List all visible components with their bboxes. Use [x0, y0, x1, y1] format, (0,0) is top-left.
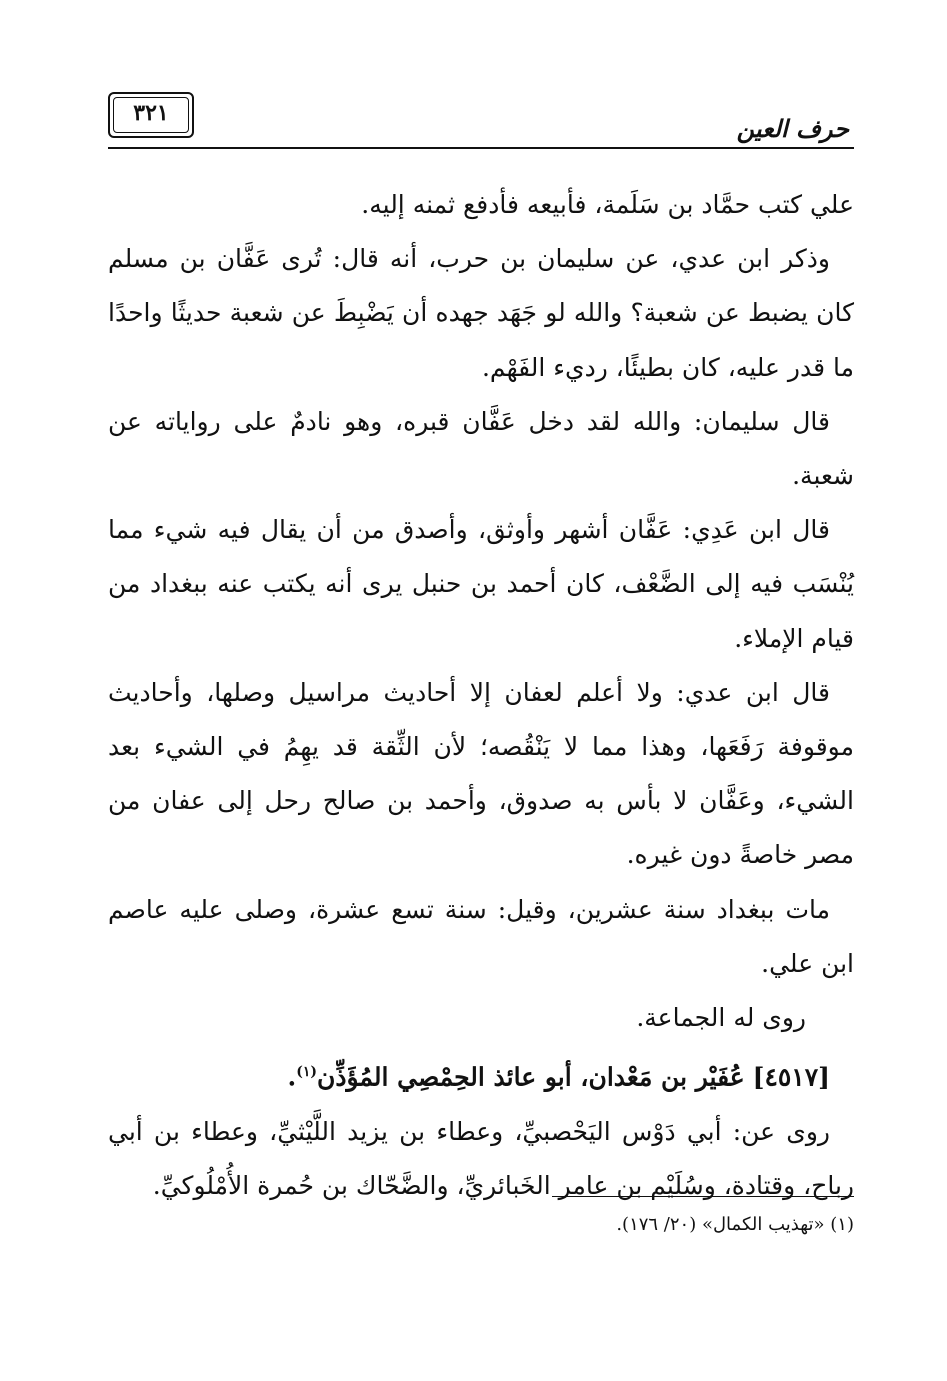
entry-heading — [108, 1045, 854, 1105]
page-number: ٣٢١ — [133, 100, 169, 126]
paragraph-6: مات ببغداد سنة عشرين، وقيل: سنة تسع عشرة، وصلى عليه عاصم ابن علي. — [108, 894, 854, 978]
footnote: (١) «تهذيب الكمال» (٢٠/ ١٧٦). — [616, 1214, 854, 1235]
entry-name: عُفَيْر بن مَعْدان، أبو عائذ الحِمْصِي المُؤَذِّن — [317, 1062, 745, 1092]
paragraph-8: روى عن: أبي دَوْس اليَحْصبيِّ، وعطاء بن يزيد اللَّيْثيِّ، وعطاء بن أبي رباح، وقتادة، وسُلَيْم بن عامر الخَبائريِّ، والضَّحّاك بن حُمرة الأُمْلُوكيِّ. — [108, 1116, 854, 1200]
body-text — [108, 178, 854, 1213]
running-header-title: حرف العين — [736, 114, 849, 143]
paragraph-4: قال ابن عَدِي: عَفَّان أشهر وأوثق، وأصدق من أن يقال فيه شيء مما يُنْسَب فيه إلى الضَّعْف، كان أحمد بن حنبل يرى أنه يكتب عنه ببغداد من قيام الإملاء. — [108, 515, 854, 653]
paragraph-5: قال ابن عدي: ولا أعلم لعفان إلا أحاديث مراسيل وصلها، وأحاديث موقوفة رَفَعَها، وهذا مما لا يَنْقُصه؛ لأن الثِّقة قد يهِمُ في الشيء بعد الشيء، وعَفَّان لا بأس به صدوق، وأحمد بن صالح رحل إلى عفان من مصر خاصةً دون غيره. — [108, 677, 854, 870]
paragraph-7: روى له الجماعة. — [636, 1003, 806, 1033]
footnote-reference[interactable]: (١) — [296, 1064, 318, 1081]
entry-number: [٤٥١٧] — [752, 1062, 830, 1092]
paragraph-2: وذكر ابن عدي، عن سليمان بن حرب، أنه قال: تُرى عَفَّان بن مسلم كان يضبط عن شعبة؟ والله لو جَهَد جهده أن يَضْبِطَ عن شعبة حديثًا واحدًا ما قدر عليه، كان بطيئًا، رديء الفَهْم. — [108, 244, 854, 382]
paragraph-3: قال سليمان: والله لقد دخل عَفَّان قبره، وهو نادمٌ على رواياته عن شعبة. — [108, 406, 854, 491]
page-number-box — [108, 92, 194, 138]
paragraph-1: علي كتب حمَّاد بن سَلَمة، فأبيعه فأدفع ثمنه إليه. — [361, 190, 854, 219]
footnote-rule — [552, 1196, 854, 1197]
entry-end: . — [287, 1062, 297, 1092]
header-rule — [108, 147, 854, 149]
